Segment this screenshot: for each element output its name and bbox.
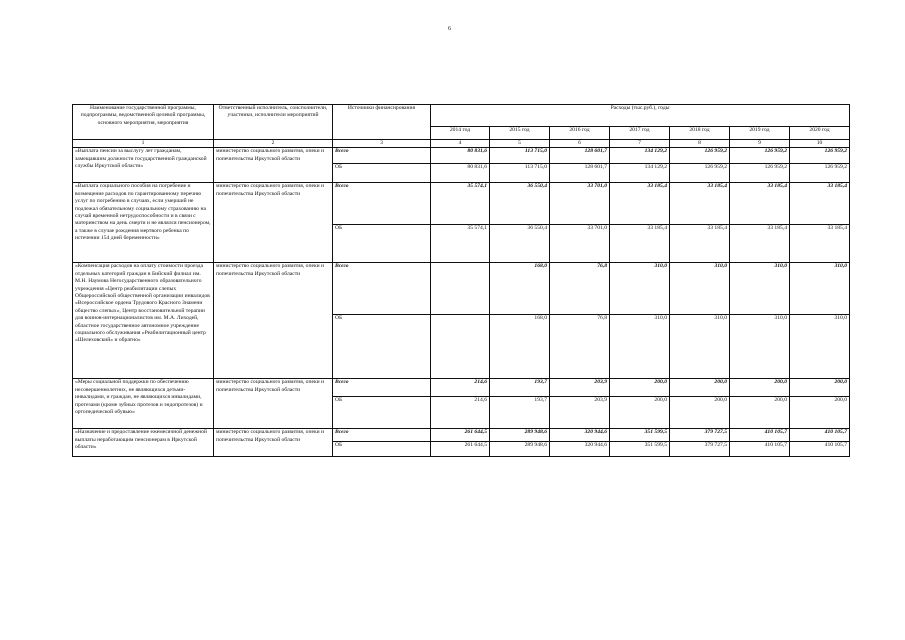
expense-value: 126 959,2 bbox=[730, 164, 790, 183]
expense-value: 33 185,4 bbox=[670, 225, 730, 263]
funding-source: Всего bbox=[333, 183, 431, 225]
expense-value: 193,7 bbox=[490, 397, 550, 429]
expense-value: 200,0 bbox=[610, 379, 670, 397]
expense-value: 200,0 bbox=[730, 379, 790, 397]
expense-value: 310,0 bbox=[730, 263, 790, 315]
header-source: Источники финансирования bbox=[333, 105, 431, 140]
expense-value: 351 599,5 bbox=[610, 429, 670, 442]
funding-source: ОБ bbox=[333, 397, 431, 429]
table-row bbox=[73, 148, 850, 164]
column-number: 7 bbox=[610, 140, 670, 148]
expense-value: 126 959,2 bbox=[670, 164, 730, 183]
expense-value: 193,7 bbox=[490, 379, 550, 397]
header-expenses: Расходы (тыс.руб.), годы bbox=[431, 105, 850, 127]
expense-value: 320 944,6 bbox=[550, 429, 610, 442]
measure-name: «Выплата социального пособия на погребение и возмещение расходов по гарантированному перечню услуг по погребению в случаях, если умерший не подлежал обязательному социальному страхованию на случай временной нетрудоспособности и в связи с материнством на день смерти и не являлся пенсионером, а также в случае рождения мертвого ребенка по истечении 154 дней беременности» bbox=[73, 183, 214, 263]
measure-name: «Назначение и предоставление ежемесячной денежной выплаты неработающим пенсионерам в Иркутской области» bbox=[73, 429, 214, 457]
header-year: 2020 год bbox=[790, 127, 850, 140]
column-number: 8 bbox=[670, 140, 730, 148]
funding-source: Всего bbox=[333, 379, 431, 397]
funding-source: ОБ bbox=[333, 315, 431, 379]
expense-value: 203,9 bbox=[550, 397, 610, 429]
column-number: 3 bbox=[333, 140, 431, 148]
expense-value: 200,0 bbox=[790, 379, 850, 397]
expense-value bbox=[431, 263, 490, 315]
expense-value: 36 550,4 bbox=[490, 225, 550, 263]
expense-value: 126 959,2 bbox=[670, 148, 730, 164]
measure-name: «Выплата пенсии за выслугу лет гражданам, замещавшим должности государственной гражданской службы Иркутской области» bbox=[73, 148, 214, 183]
table-row bbox=[73, 183, 850, 225]
expense-value: 200,0 bbox=[790, 397, 850, 429]
expense-value: 310,0 bbox=[610, 315, 670, 379]
expense-value: 168,0 bbox=[490, 315, 550, 379]
expense-value: 33 701,0 bbox=[550, 225, 610, 263]
expense-value: 33 185,4 bbox=[670, 183, 730, 225]
expense-value: 76,8 bbox=[550, 315, 610, 379]
expense-value: 200,0 bbox=[670, 379, 730, 397]
expense-value: 35 574,1 bbox=[431, 183, 490, 225]
expense-value: 33 185,4 bbox=[730, 183, 790, 225]
expense-value: 214,6 bbox=[431, 397, 490, 429]
expenses-table bbox=[72, 104, 850, 457]
expense-value: 76,8 bbox=[550, 263, 610, 315]
expense-value: 310,0 bbox=[790, 315, 850, 379]
expense-value: 310,0 bbox=[610, 263, 670, 315]
expense-value: 80 831,6 bbox=[431, 148, 490, 164]
responsible-executor: министерство социального развития, опеки и попечительства Иркутской области bbox=[214, 148, 333, 183]
measure-name: «Меры социальной поддержки по обеспечению несовершеннолетних, не являющихся детьми-инвалидами, и граждан, не являющихся инвалидами, протезами (кроме зубных протезов и эндопротезов) и ортопедической обувью» bbox=[73, 379, 214, 429]
expense-value: 351 599,5 bbox=[610, 442, 670, 457]
column-number: 6 bbox=[550, 140, 610, 148]
expense-value: 35 574,1 bbox=[431, 225, 490, 263]
header-year: 2016 год bbox=[550, 127, 610, 140]
expense-value: 134 129,2 bbox=[610, 164, 670, 183]
expense-value: 310,0 bbox=[730, 315, 790, 379]
expense-value: 289 948,6 bbox=[490, 429, 550, 442]
expense-value: 134 129,2 bbox=[610, 148, 670, 164]
measure-name: «Компенсация расходов на оплату стоимости проезда отдельных категорий граждан в Бийский филиал им. М.Н. Наумова Негосударственного образовательного учреждения «Центр реабилитации слепых Общероссийской общественной организации инвалидов «Всероссийское ордена Трудового Красного Знамени общество слепых», Центр восстановительной терапии для воинов-интернационалистов им. М.А. Лиходей, областное государственное автономное учреждение социального обслуживания «Реабилитационный центр «Шелеховский» и обратно» bbox=[73, 263, 214, 379]
header-year: 2015 год bbox=[490, 127, 550, 140]
table-row bbox=[73, 379, 850, 397]
expense-value: 410 105,7 bbox=[790, 429, 850, 442]
expense-value: 214,6 bbox=[431, 379, 490, 397]
expense-value: 200,0 bbox=[610, 397, 670, 429]
expense-value: 33 185,4 bbox=[730, 225, 790, 263]
page-number: 6 bbox=[448, 26, 451, 32]
expense-value: 410 105,7 bbox=[730, 429, 790, 442]
expense-value: 203,9 bbox=[550, 379, 610, 397]
funding-source: ОБ bbox=[333, 164, 431, 183]
expense-value: 33 185,4 bbox=[790, 183, 850, 225]
expense-value: 113 715,0 bbox=[490, 148, 550, 164]
expense-value: 36 550,4 bbox=[490, 183, 550, 225]
funding-source: ОБ bbox=[333, 225, 431, 263]
header-year: 2018 год bbox=[670, 127, 730, 140]
expense-value: 33 185,4 bbox=[610, 183, 670, 225]
expense-value: 200,0 bbox=[730, 397, 790, 429]
expense-value: 261 644,5 bbox=[431, 442, 490, 457]
expense-value: 379 727,5 bbox=[670, 442, 730, 457]
header-year: 2019 год bbox=[730, 127, 790, 140]
expense-value: 320 944,6 bbox=[550, 442, 610, 457]
expense-value: 128 601,7 bbox=[550, 148, 610, 164]
expense-value: 410 105,7 bbox=[790, 442, 850, 457]
expense-value: 33 185,4 bbox=[790, 225, 850, 263]
expense-value: 128 601,7 bbox=[550, 164, 610, 183]
responsible-executor: министерство социального развития, опеки и попечительства Иркутской области bbox=[214, 379, 333, 429]
column-number: 4 bbox=[431, 140, 490, 148]
funding-source: Всего bbox=[333, 263, 431, 315]
column-number: 9 bbox=[730, 140, 790, 148]
expense-value: 113 715,0 bbox=[490, 164, 550, 183]
expense-value: 261 644,5 bbox=[431, 429, 490, 442]
responsible-executor: министерство социального развития, опеки и попечительства Иркутской области bbox=[214, 263, 333, 379]
expense-value: 168,0 bbox=[490, 263, 550, 315]
table-row bbox=[73, 263, 850, 315]
funding-source: Всего bbox=[333, 148, 431, 164]
header-year: 2017 год bbox=[610, 127, 670, 140]
column-number: 1 bbox=[73, 140, 214, 148]
column-number: 2 bbox=[214, 140, 333, 148]
expense-value: 410 105,7 bbox=[730, 442, 790, 457]
responsible-executor: министерство социального развития, опеки и попечительства Иркутской области bbox=[214, 429, 333, 457]
header-year: 2014 год bbox=[431, 127, 490, 140]
expense-value: 200,0 bbox=[670, 397, 730, 429]
expense-value: 126 959,2 bbox=[790, 148, 850, 164]
expense-value: 33 701,0 bbox=[550, 183, 610, 225]
column-number: 10 bbox=[790, 140, 850, 148]
table-row bbox=[73, 429, 850, 442]
expense-value: 33 185,4 bbox=[610, 225, 670, 263]
expense-value: 126 959,2 bbox=[730, 148, 790, 164]
funding-source: ОБ bbox=[333, 442, 431, 457]
expense-value: 126 959,2 bbox=[790, 164, 850, 183]
header-name: Наименование государственной программы, подпрограммы, ведомственной целевой программы, основного мероприятия, мероприятия bbox=[73, 105, 214, 140]
expense-value: 310,0 bbox=[790, 263, 850, 315]
column-number: 5 bbox=[490, 140, 550, 148]
expense-value bbox=[431, 315, 490, 379]
expense-value: 310,0 bbox=[670, 263, 730, 315]
expense-value: 80 831,6 bbox=[431, 164, 490, 183]
expense-value: 310,0 bbox=[670, 315, 730, 379]
responsible-executor: министерство социального развития, опеки и попечительства Иркутской области bbox=[214, 183, 333, 263]
expense-value: 379 727,5 bbox=[670, 429, 730, 442]
expense-value: 289 948,6 bbox=[490, 442, 550, 457]
header-responsible: Ответственный исполнитель, соисполнители, участники, исполнители мероприятий bbox=[214, 105, 333, 140]
funding-source: Всего bbox=[333, 429, 431, 442]
